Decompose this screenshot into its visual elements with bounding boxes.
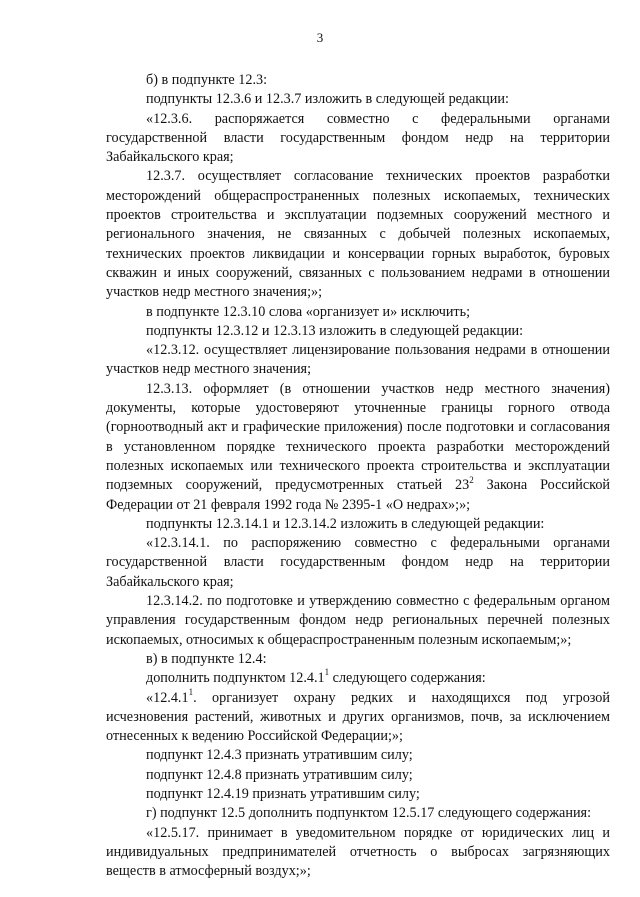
paragraph-12-4-19: подпункт 12.4.19 признать утратившим силу; — [146, 785, 420, 802]
paragraph-12-3-6-7-intro: подпункты 12.3.6 и 12.3.7 изложить в следующей редакции: — [146, 91, 509, 108]
paragraph-12-3-14-intro: подпункты 12.3.14.1 и 12.3.14.2 изложить в следующей редакции: — [146, 515, 545, 532]
paragraph-v-intro: в) в подпункте 12.4: — [146, 650, 267, 667]
superscript-2: 2 — [469, 474, 474, 485]
document-body — [106, 71, 610, 881]
paragraph-12-3-12-13-intro: подпункты 12.3.12 и 12.3.13 изложить в следующей редакции: — [146, 322, 524, 339]
paragraph-12-3-14-1: «12.3.14.1. по распоряжению совместно с федеральными органами государственной власти государственным фондом недр на территории Забайкальского края; — [106, 535, 610, 590]
paragraph-12-4-1-1-text: «12.4.1 — [146, 689, 189, 706]
paragraph-12-3-13-text-tail: Закона Российской Федерации от 21 февраля 1992 года № 2395-1 «О недрах»;»; — [106, 477, 610, 513]
superscript-1: 1 — [188, 686, 194, 697]
paragraph-12-3-7: 12.3.7. осуществляет согласование технических проектов разработки месторождений общераспространенных полезных ископаемых, технических проектов строительства и эксплуатации подземных сооружений местного и регионального значения, не связанных с добычей полезных ископаемых, технических проектов ликвидации и консервации горных выработок, буровых скважин и иных сооружений, связанных с пользованием недрами в отношении участков недр местного значения;»; — [106, 168, 610, 301]
paragraph-12-3-10: в подпункте 12.3.10 слова «организует и» исключить; — [146, 303, 471, 320]
paragraph-12-4-1-1-intro — [106, 669, 610, 688]
page-number: 3 — [316, 30, 324, 45]
paragraph-12-4-3: подпункт 12.4.3 признать утратившим силу; — [146, 747, 413, 764]
paragraph-12-4-1-1-tail: . организует охрану редких и находящихся под угрозой исчезновения растений, животных и других организмов, почв, за исключением отнесенных к ведению Российской Федерации;»; — [106, 689, 610, 745]
paragraph-b-intro: б) в подпункте 12.3: — [146, 72, 268, 88]
paragraph-12-3-13 — [106, 380, 610, 515]
paragraph-g-intro: г) подпункт 12.5 дополнить подпунктом 12.5.17 следующего содержания: — [146, 805, 592, 822]
paragraph-12-4-1-1-intro-tail: следующего содержания: — [329, 670, 486, 687]
paragraph-12-5-17: «12.5.17. принимает в уведомительном порядке от юридических лиц и индивидуальных предпринимателей отчетность о выбросах загрязняющих веществ в атмосферный воздух;»; — [106, 824, 610, 880]
superscript-1: 1 — [324, 667, 330, 678]
paragraph-12-3-6: «12.3.6. распоряжается совместно с федеральными органами государственной власти государственным фондом недр на территории Забайкальского края; — [106, 110, 610, 166]
paragraph-12-3-13-text: 12.3.13. оформляет (в отношении участков недр местного значения) документы, которые удостоверяют уточненные границы горного отвода (горноотводный акт и графические приложения) после подготовки и согласования в установленном порядке технического проекта разработки месторождений полезных ископаемых или технического проекта строительства и эксплуатации подземных сооружений, предусмотренных статьей 23 — [106, 380, 610, 494]
paragraph-12-4-1-1 — [106, 686, 610, 747]
paragraph-12-3-14-2: 12.3.14.2. по подготовке и утверждению совместно с федеральным органом управления государственным фондом недр региональных перечней полезных ископаемых, относимых к общераспространенным полезным ископаемым;»; — [106, 593, 610, 648]
paragraph-12-4-8: подпункт 12.4.8 признать утратившим силу; — [146, 766, 413, 783]
paragraph-12-4-1-1-intro-text: дополнить подпунктом 12.4.1 — [146, 670, 325, 687]
paragraph-12-3-12: «12.3.12. осуществляет лицензирование пользования недрами в отношении участков недр местного значения; — [106, 342, 610, 378]
